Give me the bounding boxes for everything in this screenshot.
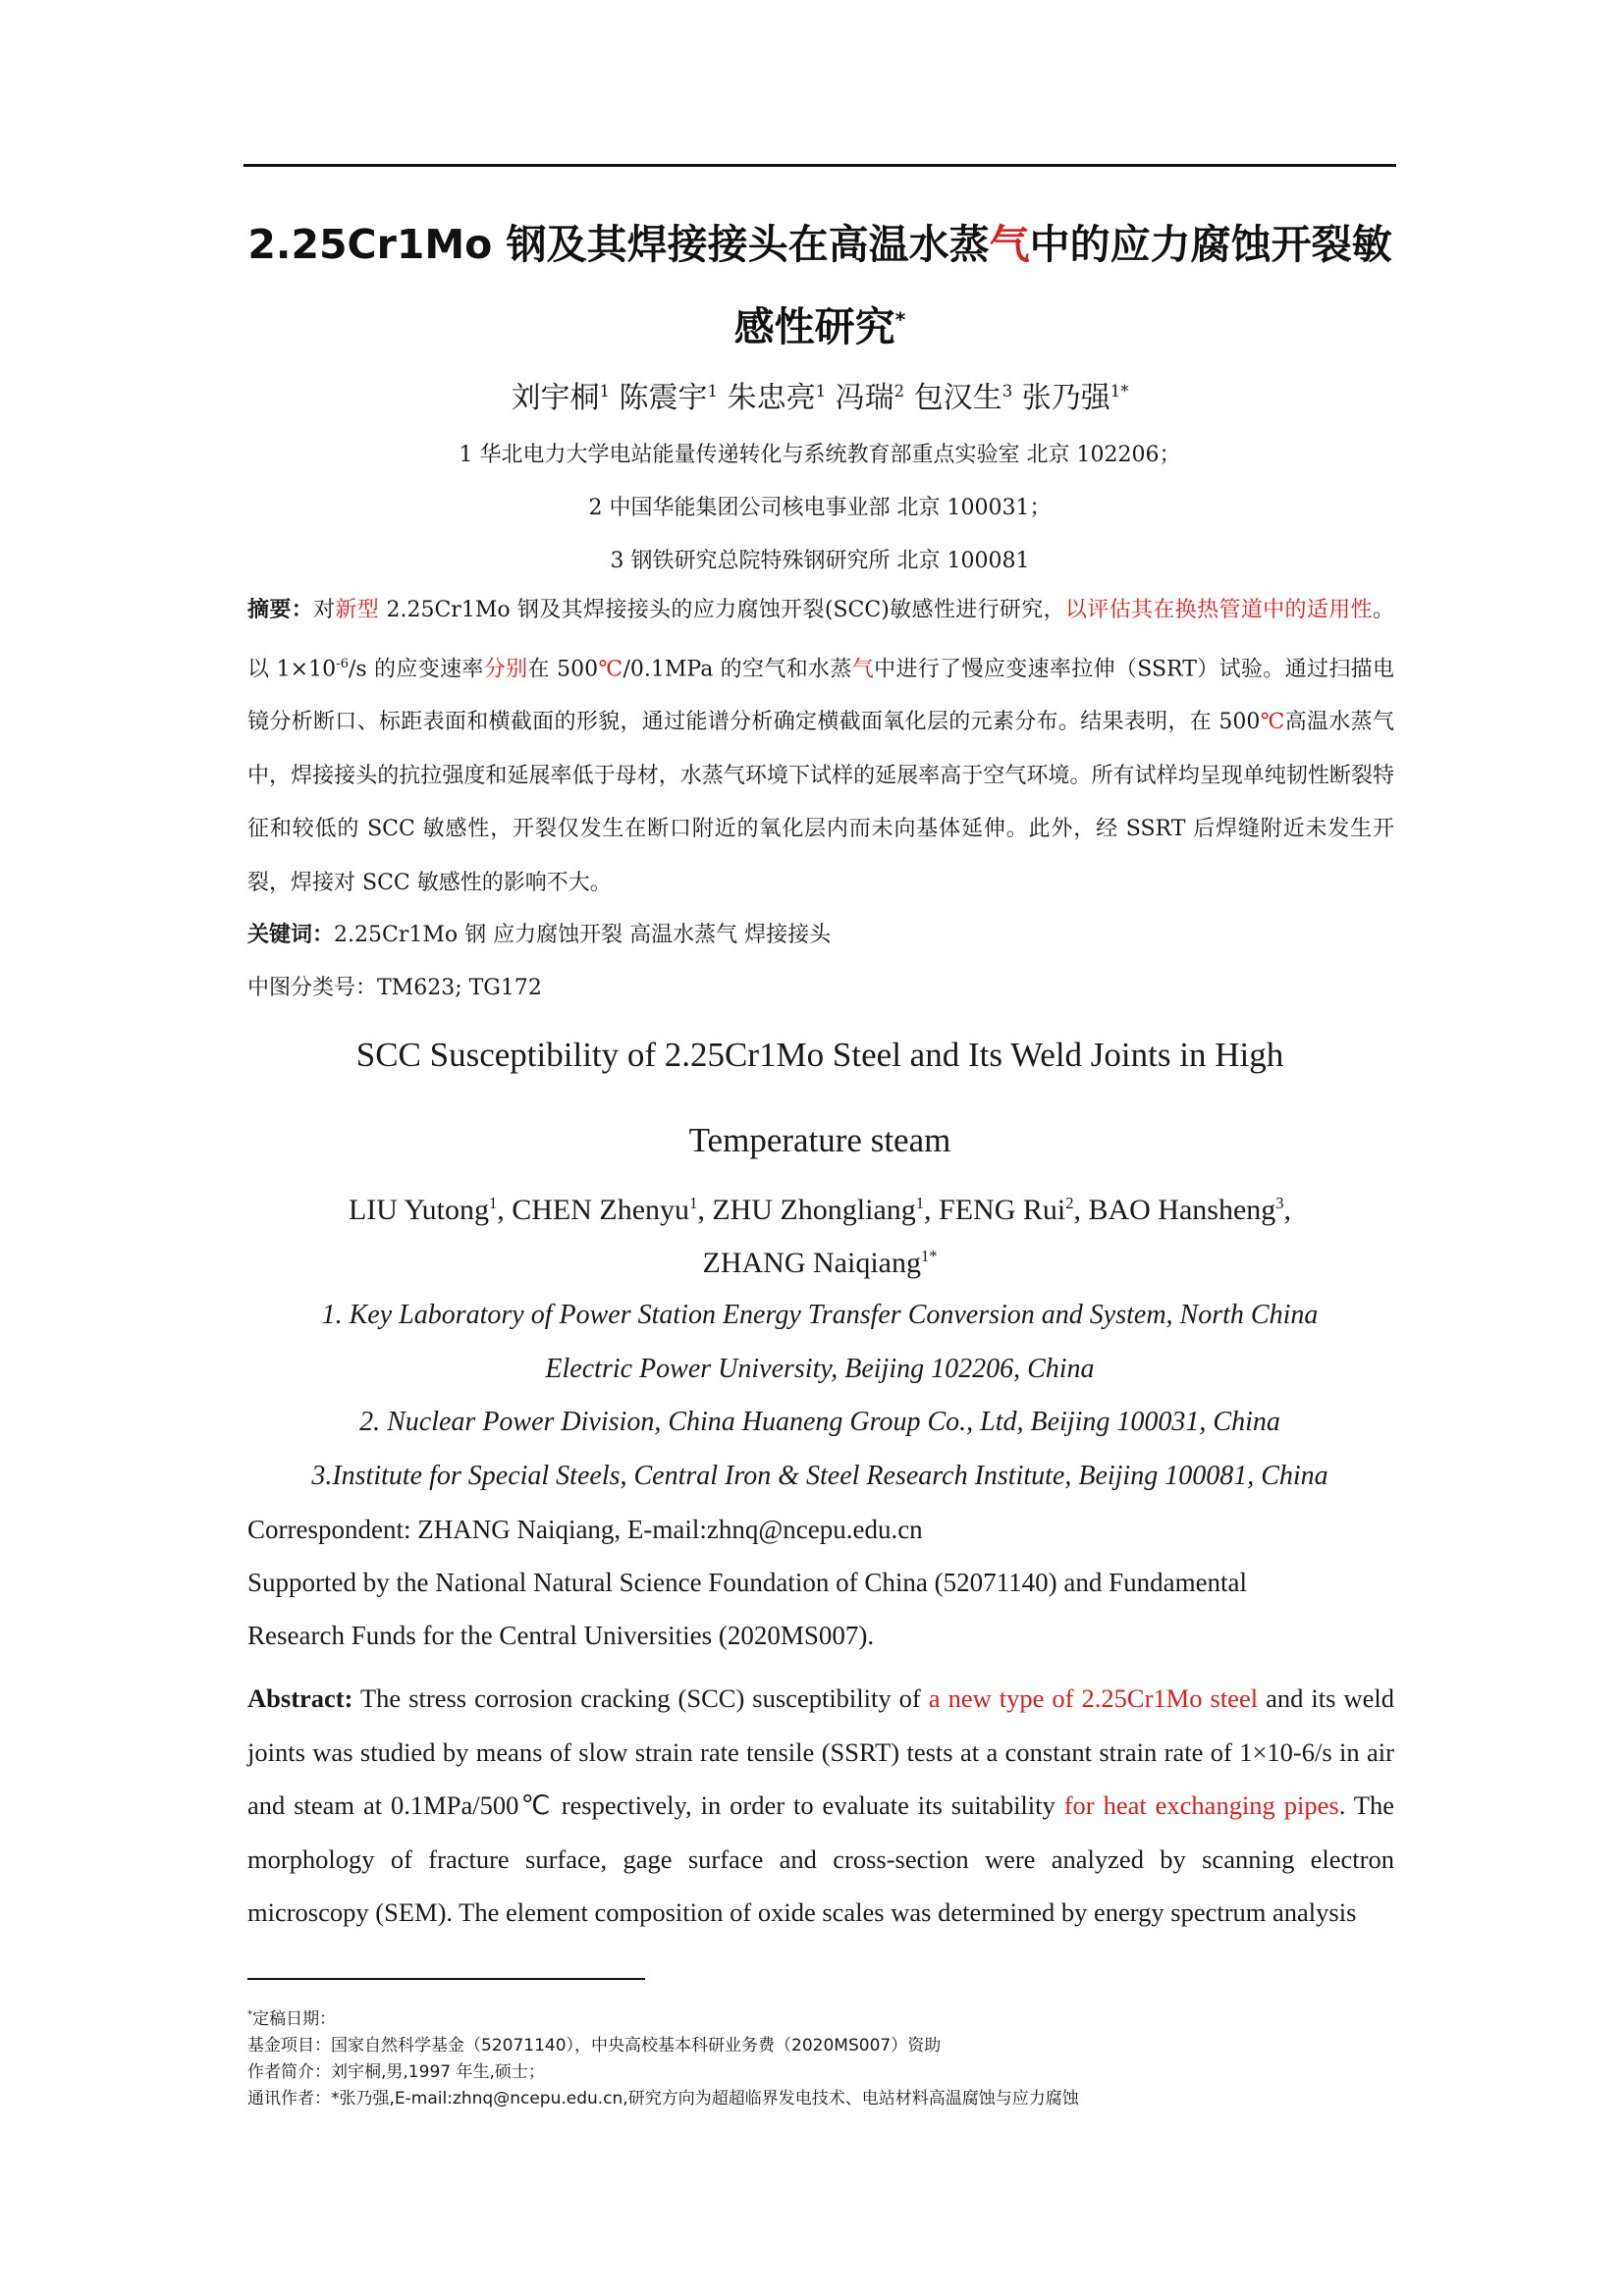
abstract-cn: 摘要：对新型 2.25Cr1Mo 钢及其焊接接头的应力腐蚀开裂(SCC)敏感性进行研究，以评估其在换热管道中的适用性。以 $1\times 10^{-6}/s$ 的应变速率分别在 500℃/0.1MPa 的空气和水蒸气中进行了慢应变速率拉伸（SSRT）试验。通过扫描电镜分析断口、标距表面和横截面的形貌，通过能谱分析确定横截面氧化层的元素分布。结果表明，在 500℃高温水蒸气中，焊接接头的抗拉强度和延展率低于母材，水蒸气环境下试样的延展率高于空气环境。所有试样均呈现单纯韧性断裂特征和较低的 SCC 敏感性，开裂仅发生在断口附近的氧化层内而未向基体延伸。此外，经 SSRT 后焊缝附近未发生开裂，焊接对 SCC 敏感性的影响不大。 xyxy=(247,598,1394,895)
author-en: BAO Hansheng xyxy=(1088,1194,1276,1226)
correspondent: Correspondent: ZHANG Naiqiang, E-mail:zhnq@ncepu.edu.cn xyxy=(247,1515,923,1544)
author-en: ZHANG Naiqiang xyxy=(702,1247,921,1279)
support-line-1: Supported by the National Natural Science Foundation of China (52071140) and Fundamental xyxy=(247,1568,1248,1597)
footnote-correspondent: 通讯作者：*张乃强,E-mail:zhnq@ncepu.edu.cn,研究方向为超超临界发电技术、电站材料高温腐蚀与应力腐蚀 xyxy=(247,2089,1079,2109)
author-en: FENG Rui xyxy=(939,1194,1066,1226)
english-title-line-2: Temperature steam xyxy=(688,1121,951,1159)
chinese-title-line-2: 感性研究* xyxy=(733,303,906,350)
author-cn: 刘宇桐 xyxy=(511,381,600,415)
author-en: LIU Yutong xyxy=(348,1194,489,1226)
author-en: ZHU Zhongliang xyxy=(712,1194,916,1226)
affiliation-en-1: 1. Key Laboratory of Power Station Energy Transfer Conversion and System, North China xyxy=(321,1300,1319,1330)
affiliation-cn-3: 3 钢铁研究总院特殊钢研究所 北京 100081 xyxy=(610,549,1030,573)
author-en: CHEN Zhenyu xyxy=(512,1194,690,1226)
english-authors-line-2: ZHANG Naiqiang$^{1*}$ xyxy=(702,1247,938,1279)
affiliation-cn-2: 2 中国华能集团公司核电事业部 北京 100031； xyxy=(588,496,1052,520)
classification-cn: 中图分类号：TM623; TG172 xyxy=(247,976,542,1000)
author-cn: 冯瑞 xyxy=(835,381,894,415)
abstract-en: Abstract: The stress corrosion cracking (SCC) susceptibility of a new type of 2.25Cr1Mo steel and its weld joints was studied by means of slow strain rate tensile (SSRT) tests at a constant strain rate of 1×10-6/s in air and steam at 0.1MPa/500℃ respectively, in order to evaluate its suitability for heat exchanging pipes. The morphology of fracture surface, gage surface and cross-section were analyzed by scanning electron microscopy (SEM). The element composition of oxide scales was determined by energy spectrum analysis xyxy=(247,1683,1394,1927)
keywords-cn: 关键词：2.25Cr1Mo 钢 应力腐蚀开裂 高温水蒸气 焊接接头 xyxy=(247,923,832,947)
english-authors-line-1: LIU Yutong$^1$, CHEN Zhenyu$^1$, ZHU Zhongliang$^1$, FENG Rui$^2$, BAO Hansheng$^3$, xyxy=(348,1194,1292,1226)
affiliation-cn-1: 1 华北电力大学电站能量传递转化与系统教育部重点实验室 北京 102206； xyxy=(459,443,1181,467)
affiliation-en-1-cont: Electric Power University, Beijing 102206, China xyxy=(545,1354,1095,1384)
support-line-2: Research Funds for the Central Universities (2020MS007). xyxy=(247,1621,875,1650)
chinese-authors: 刘宇桐$^1$ 陈震宇$^1$ 朱忠亮$^1$ 冯瑞$^2$ 包汉生$^3$ 张乃强$^{1*}$ xyxy=(511,381,1129,415)
footnote-author-bio: 作者简介：刘宇桐,男,1997 年生,硕士； xyxy=(247,2062,545,2082)
author-cn: 朱忠亮 xyxy=(727,381,816,415)
affiliation-en-3: 3.Institute for Special Steels, Central Iron & Steel Research Institute, Beijing 100081, China xyxy=(311,1461,1328,1491)
affiliation-en-2: 2. Nuclear Power Division, China Huaneng Group Co., Ltd, Beijing 100031, China xyxy=(359,1407,1280,1437)
footnote-rule xyxy=(247,1978,645,1980)
footnote-funding: 基金项目：国家自然科学基金（52071140），中央高校基本科研业务费（2020MS007）资助 xyxy=(247,2036,942,2056)
english-title-line-1: SCC Susceptibility of 2.25Cr1Mo Steel and Its Weld Joints in High xyxy=(355,1036,1284,1074)
footnote-date: *定稿日期： xyxy=(247,2009,337,2029)
author-cn: 张乃强 xyxy=(1021,381,1110,415)
chinese-title-line-1: 2.25Cr1Mo 钢及其焊接接头在高温水蒸气中的应力腐蚀开裂敏 xyxy=(247,221,1392,268)
header-rule xyxy=(244,164,1396,167)
author-cn: 包汉生 xyxy=(913,381,1002,415)
author-cn: 陈震宇 xyxy=(619,381,708,415)
